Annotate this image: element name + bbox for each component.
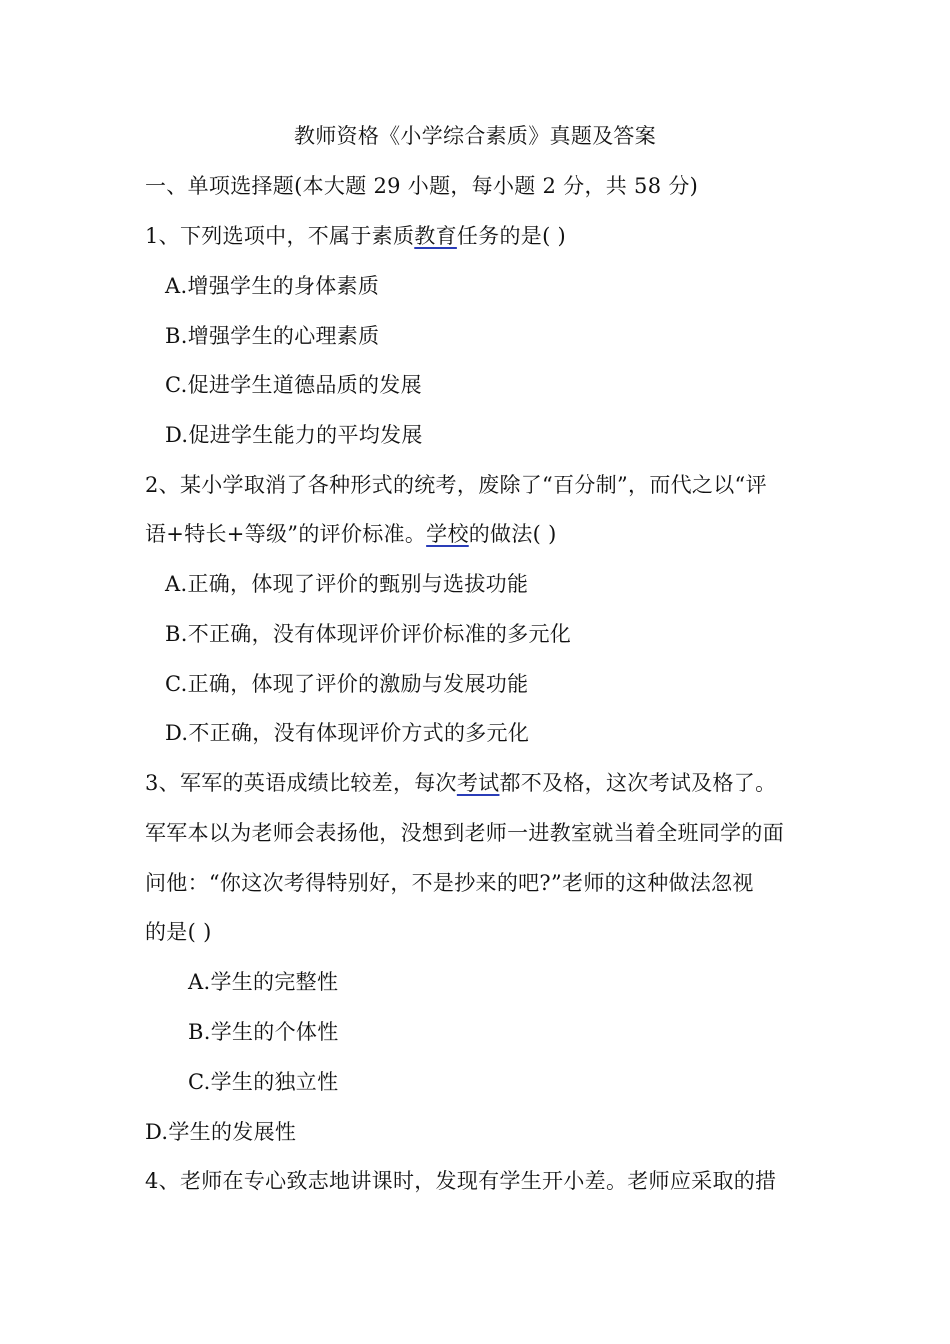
question-1-stem-text-end: 任务的是( ) bbox=[456, 224, 567, 248]
question-1-underlined-word: 教育 bbox=[414, 224, 457, 248]
question-3-stem-line-4: 的是( ) bbox=[145, 920, 212, 944]
question-3-stem-line-2: 军军本以为老师会表扬他，没想到老师一进教室就当着全班同学的面 bbox=[145, 821, 784, 845]
question-3-option-b: B.学生的个体性 bbox=[188, 1020, 339, 1044]
question-1-option-b: B.增强学生的心理素质 bbox=[165, 324, 380, 348]
document-title: 教师资格《小学综合素质》真题及答案 bbox=[293, 124, 657, 148]
question-3-stem-text-end: 都不及格，这次考试及格了。 bbox=[499, 771, 777, 795]
question-1-option-c: C.促进学生道德品质的发展 bbox=[165, 373, 422, 397]
question-3-stem-line-1 bbox=[145, 768, 776, 798]
question-2-stem-text: 语+特长+等级”的评价标准。 bbox=[145, 522, 427, 546]
section-heading: 一、单项选择题(本大题 29 小题，每小题 2 分，共 58 分) bbox=[145, 174, 699, 198]
question-2-option-c: C.正确，体现了评价的激励与发展功能 bbox=[165, 672, 529, 696]
question-2-stem-line-1: 2、某小学取消了各种形式的统考，废除了“百分制”，而代之以“评 bbox=[145, 473, 767, 497]
question-2-underlined-word: 学校 bbox=[426, 522, 469, 546]
question-4-stem-line-1: 4、老师在专心致志地讲课时，发现有学生开小差。老师应采取的措 bbox=[145, 1169, 777, 1193]
question-3-option-a: A.学生的完整性 bbox=[188, 970, 339, 994]
question-3-stem-text: 3、军军的英语成绩比较差，每次 bbox=[145, 771, 457, 795]
question-3-stem-line-3: 问他：“你这次考得特别好，不是抄来的吧?”老师的这种做法忽视 bbox=[145, 871, 754, 895]
question-2-option-d: D.不正确，没有体现评价方式的多元化 bbox=[165, 721, 530, 745]
question-3-option-c: C.学生的独立性 bbox=[188, 1070, 339, 1094]
question-1-option-d: D.促进学生能力的平均发展 bbox=[165, 423, 423, 447]
question-1-stem bbox=[145, 221, 566, 251]
question-2-option-b: B.不正确，没有体现评价评价标准的多元化 bbox=[165, 622, 572, 646]
question-1-stem-text: 1、下列选项中，不属于素质 bbox=[145, 224, 415, 248]
question-3-underlined-word: 考试 bbox=[456, 771, 500, 795]
question-3-option-d: D.学生的发展性 bbox=[145, 1120, 297, 1144]
question-2-stem-text-end: 的做法( ) bbox=[468, 522, 557, 546]
question-2-option-a: A.正确，体现了评价的甄别与选拔功能 bbox=[165, 572, 529, 596]
question-1-option-a: A.增强学生的身体素质 bbox=[165, 274, 380, 298]
question-2-stem-line-2 bbox=[145, 519, 557, 549]
